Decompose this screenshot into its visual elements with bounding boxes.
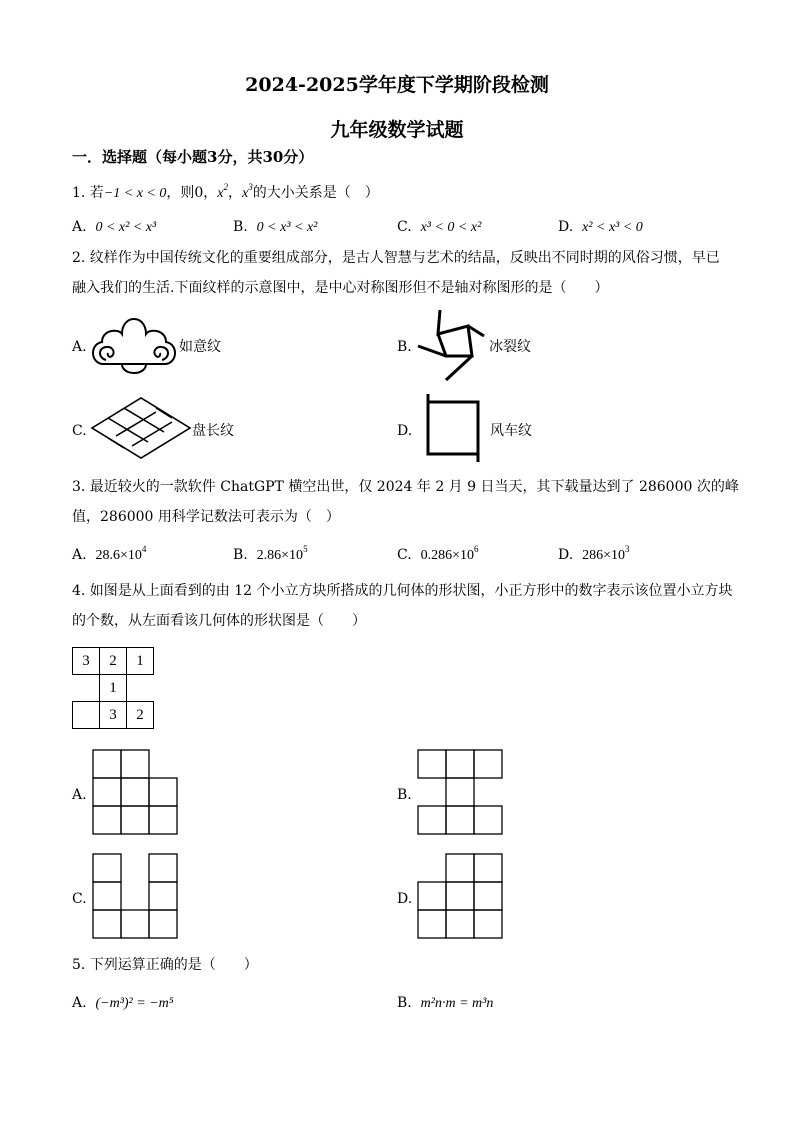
q4-option-a-label[interactable]: A. (72, 787, 87, 803)
option-label: B. (233, 547, 248, 563)
q2-option-c-name: 盘长纹 (192, 423, 234, 439)
option-mantissa: 2.86×10 (256, 548, 304, 563)
grid-cell (73, 702, 100, 729)
q1-tail: 的大小关系是（ ） (252, 185, 379, 201)
q4-option-a-figure (92, 749, 182, 837)
question-3-line2: 值，286000 用科学记数法可表示为（ ） (72, 509, 340, 525)
option-expr: x² < x³ < 0 (582, 220, 643, 235)
q5-option-a[interactable] (72, 994, 174, 1013)
grid-cell-empty (127, 675, 154, 702)
option-label: D. (558, 547, 574, 563)
q4-option-b-figure (417, 749, 507, 837)
grid-cell: 1 (127, 648, 154, 675)
ruyi-pattern-icon (88, 310, 180, 382)
q1-mid: ，则0， (166, 185, 218, 201)
option-label: C. (397, 219, 412, 235)
option-expr: 0 < x² < x³ (95, 220, 157, 235)
grid-cell: 3 (73, 648, 100, 675)
q1-option-c[interactable] (397, 218, 481, 237)
grid-cell: 2 (127, 702, 154, 729)
grid-cell: 2 (100, 648, 127, 675)
option-label: B. (397, 995, 412, 1011)
grid-cell: 1 (100, 675, 127, 702)
q2-option-a-label[interactable]: A. (72, 339, 87, 355)
q3-option-c[interactable] (397, 546, 478, 565)
question-2-line2: 融入我们的生活.下面纹样的示意图中，是中心对称图形但不是轴对称图形的是（ ） (72, 280, 609, 296)
question-2-line1: 2. 纹样作为中国传统文化的重要组成部分，是古人智慧与艺术的结晶，反映出不同时期的风俗习惯，早已 (72, 250, 720, 266)
page-subtitle: 九年级数学试题 (330, 119, 464, 141)
question-5-stem: 5. 下列运算正确的是（ ） (72, 957, 258, 973)
q4-option-d-figure (417, 853, 507, 941)
option-label: D. (558, 219, 574, 235)
option-mantissa: 0.286×10 (420, 548, 474, 563)
q4-option-b-label[interactable]: B. (397, 787, 412, 803)
q2-option-b-label[interactable]: B. (397, 339, 412, 355)
q1-condition: −1 < x < 0 (103, 186, 167, 201)
section-heading: 一．选择题（每小题3分，共30分） (72, 148, 314, 166)
option-expr: m²n·m = m³n (420, 996, 494, 1011)
grid-cell-empty (73, 675, 100, 702)
option-label: A. (72, 547, 87, 563)
question-1-stem: 1. 若−1 < x < 0，则0，$x^2$，$x^3$的大小关系是（ ） (72, 182, 379, 201)
q5-option-b[interactable] (397, 994, 493, 1013)
q3-option-d[interactable] (558, 546, 630, 565)
option-exponent: 3 (625, 544, 630, 554)
q1-prefix: 1. 若 (72, 185, 104, 201)
option-mantissa: 286×10 (582, 548, 625, 563)
ice-crack-pattern-icon (412, 306, 492, 382)
q1-x-squared: $x^2$ (217, 182, 229, 201)
q1-option-a[interactable] (72, 218, 156, 237)
top-view-grid (72, 647, 154, 729)
q1-option-b[interactable] (233, 218, 317, 237)
option-exponent: 6 (473, 544, 479, 554)
option-expr: 0 < x³ < x² (256, 220, 318, 235)
page-title: 2024-2025学年度下学期阶段检测 (245, 74, 549, 96)
question-3-line1: 3. 最近较火的一款软件 ChatGPT 横空出世，仅 2024 年 2 月 9 日当天，其下载量达到了 286000 次的峰 (72, 479, 739, 495)
q4-option-d-label[interactable]: D. (397, 891, 413, 907)
option-label: B. (233, 219, 248, 235)
q3-option-a[interactable] (72, 546, 146, 565)
q2-option-c-label[interactable]: C. (72, 423, 87, 439)
q4-option-c-figure (92, 853, 182, 941)
q1-x-cubed: $x^3$ (242, 182, 253, 201)
option-mantissa: 28.6×10 (95, 548, 142, 563)
panchang-pattern-icon (90, 396, 192, 460)
option-label: A. (72, 995, 87, 1011)
q4-option-c-label[interactable]: C. (72, 891, 87, 907)
q2-option-b-name: 冰裂纹 (489, 339, 531, 355)
q3-option-b[interactable] (233, 546, 308, 565)
option-exponent: 5 (303, 544, 308, 554)
option-expr: x³ < 0 < x² (420, 220, 482, 235)
question-4-line2: 的个数，从左面看该几何体的形状图是（ ） (72, 613, 366, 629)
question-4-line1: 4. 如图是从上面看到的由 12 个小立方块所搭成的几何体的形状图，小正方形中的数字表示该位置小立方块 (72, 583, 733, 599)
option-label: A. (72, 219, 87, 235)
q2-option-d-label[interactable]: D. (397, 423, 413, 439)
grid-cell: 3 (100, 702, 127, 729)
option-expr: (−m³)² = −m⁵ (95, 996, 174, 1011)
q2-option-a-name: 如意纹 (179, 339, 221, 355)
q2-option-d-name: 风车纹 (490, 423, 532, 439)
option-exponent: 4 (141, 544, 147, 554)
windmill-pattern-icon (418, 392, 490, 464)
q1-option-d[interactable] (558, 218, 643, 237)
option-label: C. (397, 547, 412, 563)
